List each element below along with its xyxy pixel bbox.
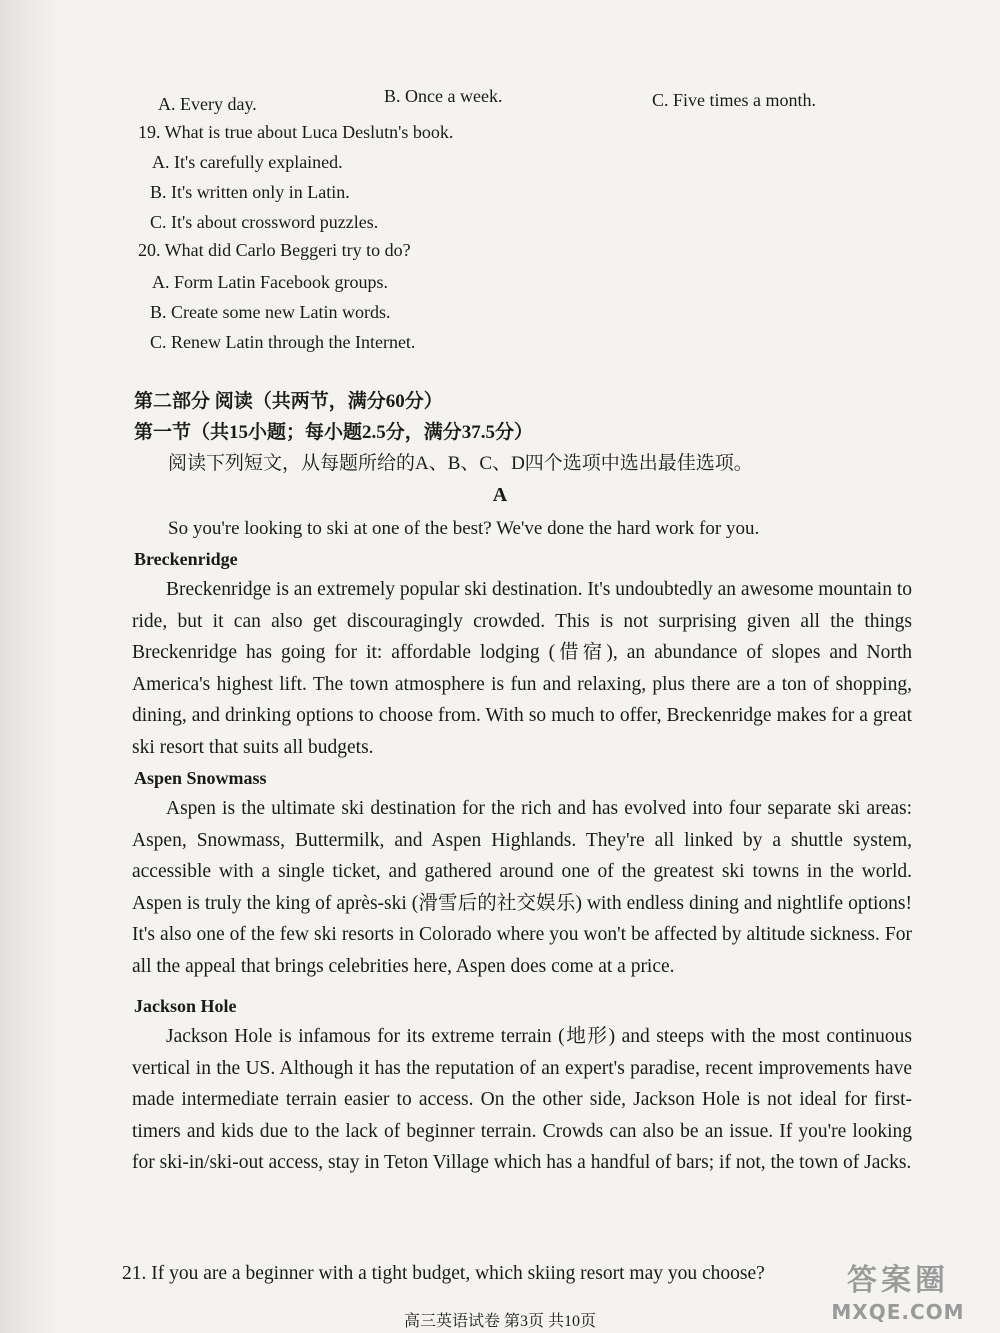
part2-title: 第二部分 阅读（共两节，满分60分） bbox=[134, 391, 443, 412]
scan-edge-shadow bbox=[0, 0, 60, 1333]
resort-heading-jackson-hole: Jackson Hole bbox=[134, 996, 237, 1016]
watermark-top-text: 答案圈 bbox=[847, 1263, 949, 1298]
section1-title: 第一节（共15小题；每小题2.5分，满分37.5分） bbox=[134, 422, 534, 443]
q19-option-c: C. It's about crossword puzzles. bbox=[150, 212, 379, 232]
q20-option-b: B. Create some new Latin words. bbox=[150, 302, 391, 322]
q19-option-a: A. It's carefully explained. bbox=[152, 152, 343, 172]
resort-text-breckenridge: Breckenridge is an extremely popular ski destination. It's undoubtedly an awesome mountain to ride, but it can also get discouragingly crowded. This is not surprising given all the things Breckenridge has going for it: affordable lodging (借宿), an abundance of slopes and North America's highest lift. The town atmosphere is fun and relaxing, plus there are a ton of shopping, dining, and drinking options to choose from. With so much to offer, Breckenridge makes for a great ski resort that suits all budgets. bbox=[132, 579, 912, 758]
q18-option-b: B. Once a week. bbox=[384, 86, 503, 106]
resort-heading-aspen: Aspen Snowmass bbox=[134, 768, 267, 788]
q19-option-b: B. It's written only in Latin. bbox=[150, 182, 350, 202]
q20-option-c: C. Renew Latin through the Internet. bbox=[150, 332, 416, 352]
q20-stem: 20. What did Carlo Beggeri try to do? bbox=[138, 240, 411, 260]
page-footer: 高三英语试卷 第3页 共10页 bbox=[403, 1313, 596, 1330]
q18-option-c: C. Five times a month. bbox=[652, 90, 816, 110]
q20-option-a: A. Form Latin Facebook groups. bbox=[152, 272, 388, 292]
watermark-bottom-text: MXQE.COM bbox=[831, 1300, 965, 1324]
passage-intro: So you're looking to ski at one of the best? We've done the hard work for you. bbox=[168, 518, 760, 539]
site-watermark-logo bbox=[818, 1262, 978, 1328]
passage-label: A bbox=[492, 484, 508, 506]
resort-text-jackson-hole: Jackson Hole is infamous for its extreme terrain (地形) and steeps with the most continuous vertical in the US. Although it has the reputation of an expert's paradise, recent improvements have made intermediate terrain easier to access. On the other side, Jackson Hole is not ideal for first-timers and kids due to the lack of beginner terrain. Crowds can also be an issue. If you're looking for ski-in/ski-out access, stay in Teton Village which has a handful of bars; if not, the town of Jacks. bbox=[132, 1026, 912, 1173]
q19-stem: 19. What is true about Luca Deslutn's book. bbox=[138, 122, 454, 142]
resort-heading-breckenridge: Breckenridge bbox=[134, 549, 238, 569]
q18-option-a: A. Every day. bbox=[158, 94, 257, 114]
q21-stem: 21. If you are a beginner with a tight budget, which skiing resort may you choose? bbox=[122, 1263, 765, 1284]
resort-text-aspen: Aspen is the ultimate ski destination for the rich and has evolved into four separate ski areas: Aspen, Snowmass, Buttermilk, and Aspen Highlands. They're all linked by a shuttle system, accessible with a single ticket, and gathered around one of the greatest ski towns in the world. Aspen is truly the king of après-ski (滑雪后的社交娱乐) with endless dining and nightlife options! It's also one of the few ski resorts in Colorado where you won't be affected by altitude sickness. For all the appeal that brings celebrities here, Aspen does come at a price. bbox=[132, 798, 912, 977]
reading-instruction: 阅读下列短文，从每题所给的A、B、C、D四个选项中选出最佳选项。 bbox=[168, 453, 753, 474]
